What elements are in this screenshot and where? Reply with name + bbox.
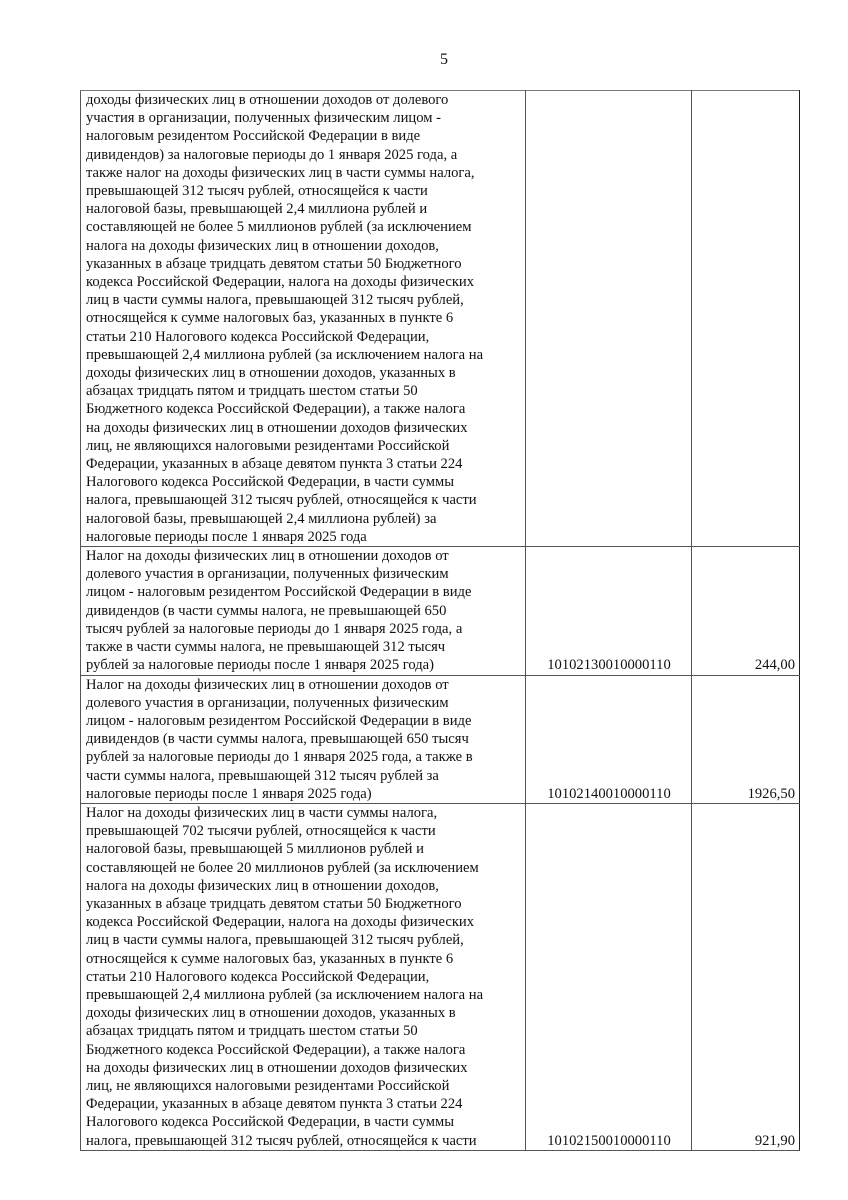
description-line: лиц, не являющихся налоговыми резидентами Российской: [86, 437, 450, 454]
description-line: рублей за налоговые периоды до 1 января 2025 года, а также в: [86, 749, 473, 766]
description-line: относящейся к сумме налоговых баз, указанных в пункте 6: [86, 310, 454, 327]
description-cell: [81, 547, 526, 675]
description-line: указанных в абзаце тридцать девятом статьи 50 Бюджетного: [86, 255, 462, 272]
description-cell: [81, 91, 526, 547]
description-line: налога на доходы физических лиц в отношении доходов,: [86, 237, 439, 254]
description-line: превышающей 2,4 миллиона рублей (за исключением налога на: [86, 346, 484, 363]
description-line: налоговые периоды после 1 января 2025 года: [86, 528, 367, 545]
amount-cell: [692, 91, 800, 547]
description-line: налоговой базы, превышающей 5 миллионов рублей и: [86, 841, 424, 858]
description-line: налога, превышающей 312 тысяч рублей, относящейся к части: [86, 1132, 477, 1149]
table-row: [81, 803, 800, 1150]
description-line: Федерации, указанных в абзаце девятом пункта 3 статьи 224: [86, 456, 463, 473]
description-line: дивидендов) за налоговые периоды до 1 января 2025 года, а: [86, 146, 458, 163]
description-line: абзацах тридцать пятом и тридцать шестом статьи 50: [86, 1023, 418, 1040]
amount-cell: 921,90: [692, 803, 800, 1150]
description-line: участия в организации, полученных физическим лицом -: [86, 110, 441, 127]
description-line: Налогового кодекса Российской Федерации, в части суммы: [86, 474, 455, 491]
budget-code-cell: 10102130010000110: [526, 547, 692, 675]
description-line: лиц, не являющихся налоговыми резидентами Российской: [86, 1077, 450, 1094]
page-number: 5: [440, 51, 448, 68]
description-line: дивидендов (в части суммы налога, превышающей 650 тысяч: [86, 731, 469, 748]
description-line: составляющей не более 20 миллионов рублей (за исключением: [86, 859, 479, 876]
budget-code-cell: 10102140010000110: [526, 675, 692, 803]
budget-revenue-table: [80, 90, 800, 1151]
table-row: [81, 547, 800, 675]
description-line: указанных в абзаце тридцать девятом статьи 50 Бюджетного: [86, 895, 462, 912]
description-line: кодекса Российской Федерации, налога на доходы физических: [86, 274, 475, 291]
amount-cell: 244,00: [692, 547, 800, 675]
description-line: Федерации, указанных в абзаце девятом пункта 3 статьи 224: [86, 1096, 463, 1113]
description-line: Налог на доходы физических лиц в отношении доходов от: [86, 548, 449, 565]
description-line: доходы физических лиц в отношении доходов от долевого: [86, 92, 449, 108]
description-line: Бюджетного кодекса Российской Федерации), а также налога: [86, 401, 466, 418]
description-line: лицом - налоговым резидентом Российской Федерации в виде: [86, 712, 472, 729]
description-line: на доходы физических лиц в отношении доходов физических: [86, 419, 468, 436]
description-line: налога на доходы физических лиц в отношении доходов,: [86, 877, 439, 894]
description-line: долевого участия в организации, полученных физическим: [86, 566, 449, 583]
description-line: также в части суммы налога, не превышающей 312 тысяч: [86, 639, 446, 656]
description-line: дивидендов (в части суммы налога, не превышающей 650: [86, 602, 447, 619]
description-line: налоговой базы, превышающей 2,4 миллиона рублей и: [86, 201, 428, 218]
description-line: долевого участия в организации, полученных физическим: [86, 694, 449, 711]
description-line: доходы физических лиц в отношении доходов, указанных в: [86, 1005, 456, 1022]
description-line: превышающей 2,4 миллиона рублей (за исключением налога на: [86, 986, 484, 1003]
description-line: кодекса Российской Федерации, налога на доходы физических: [86, 914, 475, 931]
description-line: лицом - налоговым резидентом Российской Федерации в виде: [86, 584, 472, 601]
description-line: также налог на доходы физических лиц в части суммы налога,: [86, 164, 475, 181]
description-line: статьи 210 Налогового кодекса Российской Федерации,: [86, 328, 430, 345]
description-line: превышающей 702 тысячи рублей, относящейся к части: [86, 823, 436, 840]
description-line: Налог на доходы физических лиц в части суммы налога,: [86, 804, 438, 821]
table-body: [81, 91, 800, 1151]
description-line: Бюджетного кодекса Российской Федерации), а также налога: [86, 1041, 466, 1058]
description-line: налоговым резидентом Российской Федерации в виде: [86, 128, 421, 145]
amount-cell: 1926,50: [692, 675, 800, 803]
description-line: относящейся к сумме налоговых баз, указанных в пункте 6: [86, 950, 454, 967]
description-line: абзацах тридцать пятом и тридцать шестом статьи 50: [86, 383, 418, 400]
description-line: налоговой базы, превышающей 2,4 миллиона рублей) за: [86, 510, 437, 527]
description-line: составляющей не более 5 миллионов рублей (за исключением: [86, 219, 472, 236]
description-line: рублей за налоговые периоды после 1 января 2025 года): [86, 657, 435, 674]
description-cell: [81, 675, 526, 803]
budget-code-cell: [526, 91, 692, 547]
description-line: статьи 210 Налогового кодекса Российской Федерации,: [86, 968, 430, 985]
description-line: превышающей 312 тысяч рублей, относящейся к части: [86, 183, 428, 200]
description-line: части суммы налога, превышающей 312 тысяч рублей за: [86, 767, 439, 784]
description-line: налоговые периоды после 1 января 2025 года): [86, 785, 372, 802]
description-line: лиц в части суммы налога, превышающей 312 тысяч рублей,: [86, 292, 464, 309]
description-line: тысяч рублей за налоговые периоды до 1 января 2025 года, а: [86, 620, 463, 637]
description-line: налога, превышающей 312 тысяч рублей, относящейся к части: [86, 492, 477, 509]
table-row: [81, 91, 800, 547]
budget-code-cell: 10102150010000110: [526, 803, 692, 1150]
description-line: Налог на доходы физических лиц в отношении доходов от: [86, 676, 449, 693]
description-line: доходы физических лиц в отношении доходов, указанных в: [86, 365, 456, 382]
table-row: [81, 675, 800, 803]
description-line: лиц в части суммы налога, превышающей 312 тысяч рублей,: [86, 932, 464, 949]
description-cell: [81, 803, 526, 1150]
description-line: Налогового кодекса Российской Федерации, в части суммы: [86, 1114, 455, 1131]
description-line: на доходы физических лиц в отношении доходов физических: [86, 1059, 468, 1076]
